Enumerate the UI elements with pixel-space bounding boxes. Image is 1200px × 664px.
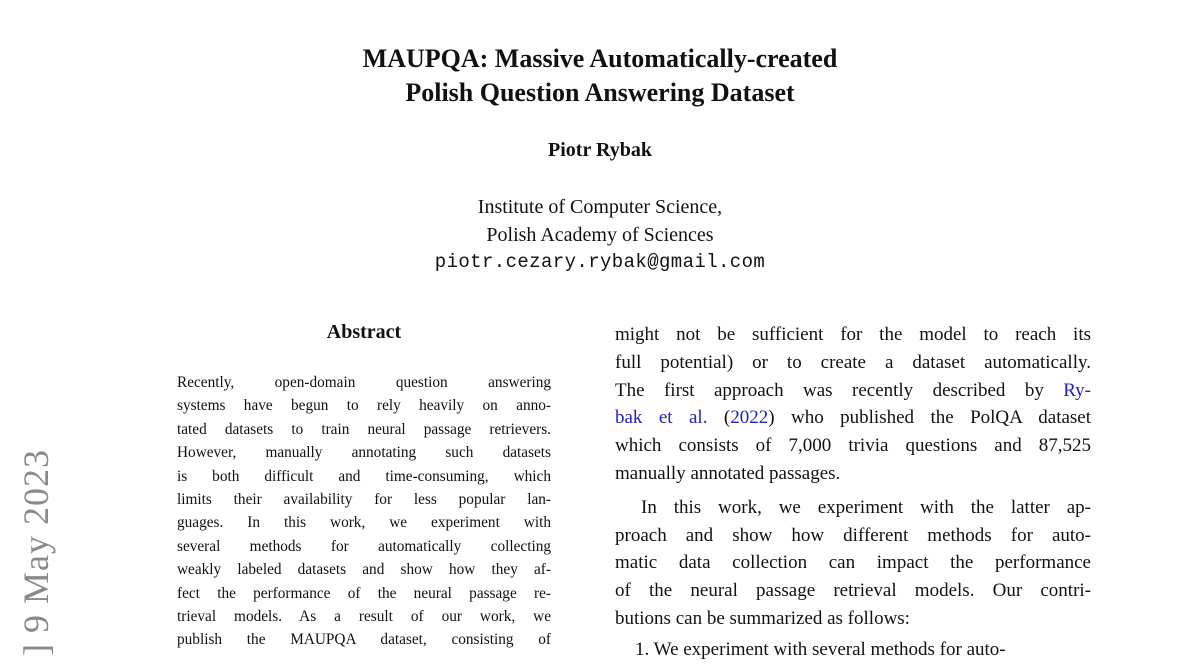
body-text-fragment: ) who published the PolQA dataset xyxy=(768,407,1092,429)
body-text-fragment: ( xyxy=(707,407,731,429)
citation-link[interactable]: Ry- xyxy=(1063,379,1091,401)
body-text-line: of the neural passage retrieval models. Our contri- xyxy=(615,580,1091,602)
abstract-text-line: publish the MAUPQA dataset, consisting of xyxy=(177,631,551,649)
author-email: piotr.cezary.rybak@gmail.com xyxy=(434,251,766,273)
arxiv-date-watermark: ] 9 May 2023 xyxy=(16,449,56,656)
body-text-line xyxy=(615,404,1091,432)
body-text-fragment: The first approach was recently described by xyxy=(615,379,1064,401)
abstract-text-line: Recently, open-domain question answering xyxy=(177,374,551,391)
abstract-text-line: trieval models. As a result of our work, we xyxy=(177,607,551,625)
body-text-line: which consists of 7,000 trivia questions and 87,525 xyxy=(615,435,1091,457)
body-text-line: proach and show how different methods for auto- xyxy=(615,524,1091,546)
body-text-line: manually annotated passages. xyxy=(615,462,841,484)
abstract-text-line: is both difficult and time-consuming, which xyxy=(177,467,551,485)
abstract-text-line: weakly labeled datasets and show how they af- xyxy=(177,561,551,579)
body-text-line: In this work, we experiment with the latter ap- xyxy=(641,496,1091,518)
abstract-section xyxy=(177,318,551,652)
citation-link[interactable]: bak et al. xyxy=(615,407,708,429)
affiliation-line-1: Institute of Computer Science, xyxy=(477,196,723,218)
abstract-heading: Abstract xyxy=(326,321,402,343)
citation-year-link[interactable]: 2022 xyxy=(730,407,769,429)
abstract-text-line: tated datasets to train neural passage retrievers. xyxy=(177,420,551,438)
body-text-line xyxy=(615,377,1091,405)
abstract-text-line: several methods for automatically collecting xyxy=(177,537,551,555)
paper-title-line-2: Polish Question Answering Dataset xyxy=(405,78,795,107)
abstract-text-line: However, manually annotating such datasets xyxy=(177,444,551,462)
abstract-text-line: fect the performance of the neural passage re- xyxy=(177,584,551,602)
author-name: Piotr Rybak xyxy=(548,139,652,161)
body-text-line: full potential) or to create a dataset automatically. xyxy=(615,351,1091,373)
right-column xyxy=(615,321,1091,664)
contribution-list-item: 1. We experiment with several methods for auto- xyxy=(635,638,1006,660)
abstract-text-line: guages. In this work, we experiment with xyxy=(177,514,551,532)
abstract-text-line: systems have begun to rely heavily on anno- xyxy=(177,397,551,415)
body-text-line: might not be sufficient for the model to reach its xyxy=(615,324,1091,345)
affiliation-line-2: Polish Academy of Sciences xyxy=(486,224,714,246)
body-text-line: matic data collection can impact the performance xyxy=(615,552,1091,574)
body-text-line: butions can be summarized as follows: xyxy=(615,607,910,629)
paper-title-line-1: MAUPQA: Massive Automatically-created xyxy=(362,44,838,73)
abstract-body xyxy=(177,371,551,652)
abstract-text-line: limits their availability for less popular lan- xyxy=(177,490,551,508)
